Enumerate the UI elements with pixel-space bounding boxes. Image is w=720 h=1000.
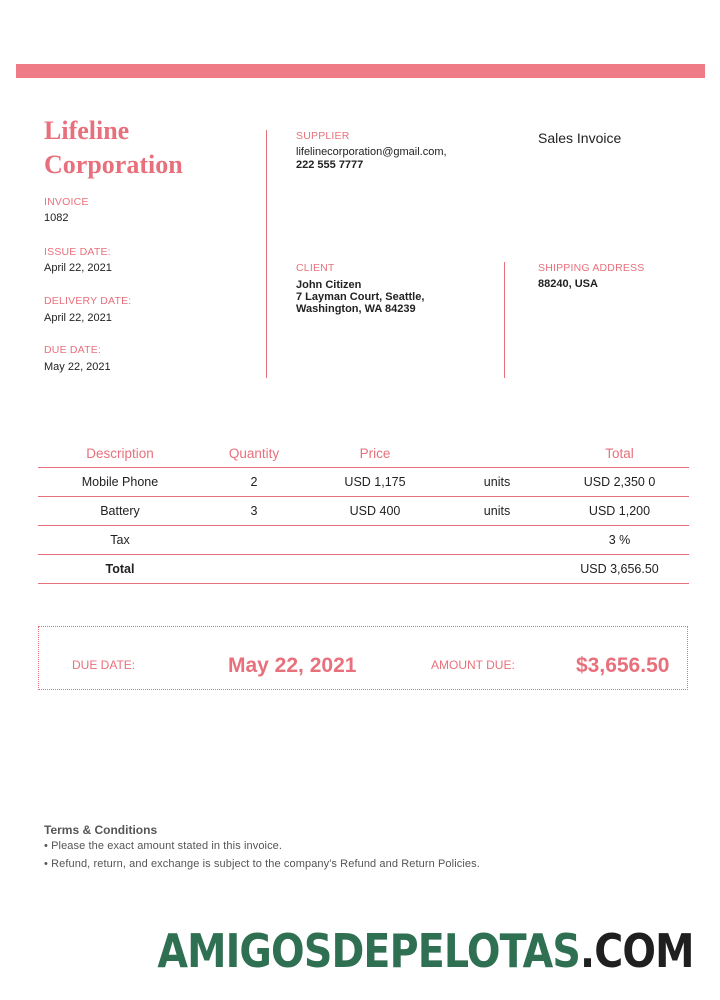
shipping-address: 88240, USA: [538, 278, 598, 290]
company-name-line2: Corporation: [44, 150, 183, 179]
client-address-line1: 7 Layman Court, Seattle,: [296, 291, 425, 303]
client-name: John Citizen: [296, 279, 362, 291]
table-row: [38, 497, 689, 526]
cell-unit: units: [444, 468, 550, 497]
delivery-date: April 22, 2021: [44, 312, 112, 324]
cell-quantity: 2: [202, 468, 306, 497]
items-table: [38, 440, 689, 584]
cell-description: Battery: [38, 497, 202, 526]
delivery-date-label: DELIVERY DATE:: [44, 295, 132, 307]
company-name-line1: Lifeline: [44, 116, 130, 145]
due-date: May 22, 2021: [44, 361, 111, 373]
terms-title: Terms & Conditions: [44, 823, 158, 837]
due-date-label: DUE DATE:: [44, 344, 102, 356]
cell-unit: [444, 555, 550, 584]
table-row: [38, 468, 689, 497]
header-accent-bar: [16, 64, 705, 78]
invoice-label: INVOICE: [44, 196, 89, 208]
terms-line-1: • Please the exact amount stated in this invoice.: [44, 840, 283, 852]
col-header-total: Total: [550, 440, 689, 468]
cell-quantity: [202, 555, 306, 584]
due-box-amount-label: AMOUNT DUE:: [431, 658, 515, 672]
cell-price: USD 400: [306, 497, 444, 526]
due-box-date-label: DUE DATE:: [72, 658, 136, 672]
issue-date-label: ISSUE DATE:: [44, 246, 111, 258]
cell-price: [306, 555, 444, 584]
table-row: [38, 526, 689, 555]
invoice-number: 1082: [44, 212, 69, 224]
cell-price: [306, 526, 444, 555]
shipping-label: SHIPPING ADDRESS: [538, 262, 645, 274]
terms-line-2: • Refund, return, and exchange is subject to the company's Refund and Return Policies.: [44, 858, 480, 870]
amount-due-box: [38, 626, 688, 690]
col-header-price: Price: [306, 440, 444, 468]
divider-left: [266, 130, 267, 378]
cell-description: Total: [38, 555, 202, 584]
cell-total: 3 %: [550, 526, 689, 555]
document-title: Sales Invoice: [538, 130, 622, 146]
cell-total: USD 2,350 0: [550, 468, 689, 497]
table-header-row: [38, 440, 689, 468]
cell-quantity: [202, 526, 306, 555]
cell-price: USD 1,175: [306, 468, 444, 497]
watermark-tld: .COM: [580, 924, 694, 978]
watermark-main: AMIGOSDEPELOTAS: [157, 924, 581, 978]
due-box-date-value: May 22, 2021: [228, 654, 357, 677]
col-header-quantity: Quantity: [202, 440, 306, 468]
col-header-description: Description: [38, 440, 202, 468]
supplier-email: lifelinecorporation@gmail.com,: [296, 146, 447, 158]
due-box-amount-value: $3,656.50: [576, 654, 670, 677]
col-header-unit: [444, 440, 550, 468]
cell-quantity: 3: [202, 497, 306, 526]
divider-right: [504, 262, 505, 378]
cell-total: USD 3,656.50: [550, 555, 689, 584]
company-name: [44, 114, 254, 182]
cell-total: USD 1,200: [550, 497, 689, 526]
supplier-label: SUPPLIER: [296, 130, 350, 142]
cell-unit: [444, 526, 550, 555]
cell-description: Mobile Phone: [38, 468, 202, 497]
table-row-total: [38, 555, 689, 584]
client-label: CLIENT: [296, 262, 335, 274]
site-watermark: [158, 924, 694, 978]
issue-date: April 22, 2021: [44, 262, 112, 274]
cell-unit: units: [444, 497, 550, 526]
supplier-phone: 222 555 7777: [296, 159, 364, 171]
cell-description: Tax: [38, 526, 202, 555]
client-address-line2: Washington, WA 84239: [296, 303, 416, 315]
